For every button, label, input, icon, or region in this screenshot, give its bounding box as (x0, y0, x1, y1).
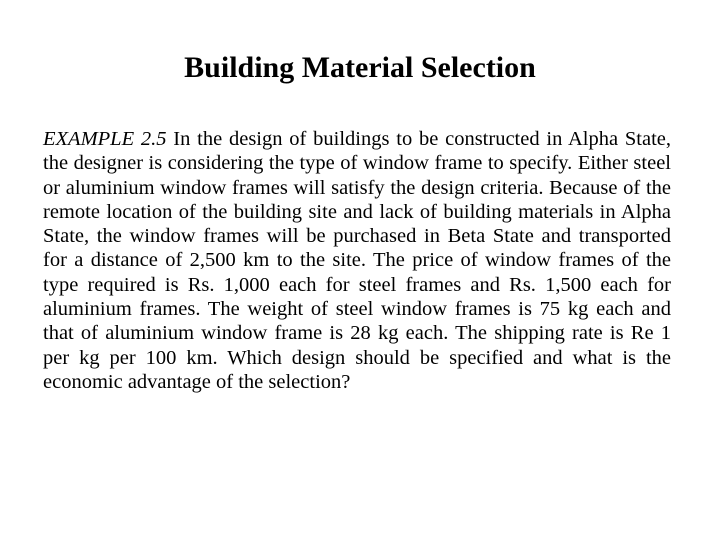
example-label: EXAMPLE 2.5 (43, 128, 167, 150)
example-paragraph (43, 127, 671, 394)
slide-title: Building Material Selection (184, 51, 536, 84)
example-body-text: In the design of buildings to be constructed in Alpha State, the designer is considering the type of window frame to specify. Either steel or aluminium window frames will satisfy the design criteria. Because of the remote location of the building site and lack of building materials in Alpha State, the window frames will be purchased in Beta State and transported for a distance of 2,500 km to the site. The price of window frames of the type required is Rs. 1,000 each for steel frames and Rs. 1,500 each for aluminium frames. The weight of steel window frames is 75 kg each and that of aluminium window frame is 28 kg each. The shipping rate is Re 1 per kg per 100 km. Which design should be specified and what is the economic advantage of the selection? (43, 128, 671, 393)
